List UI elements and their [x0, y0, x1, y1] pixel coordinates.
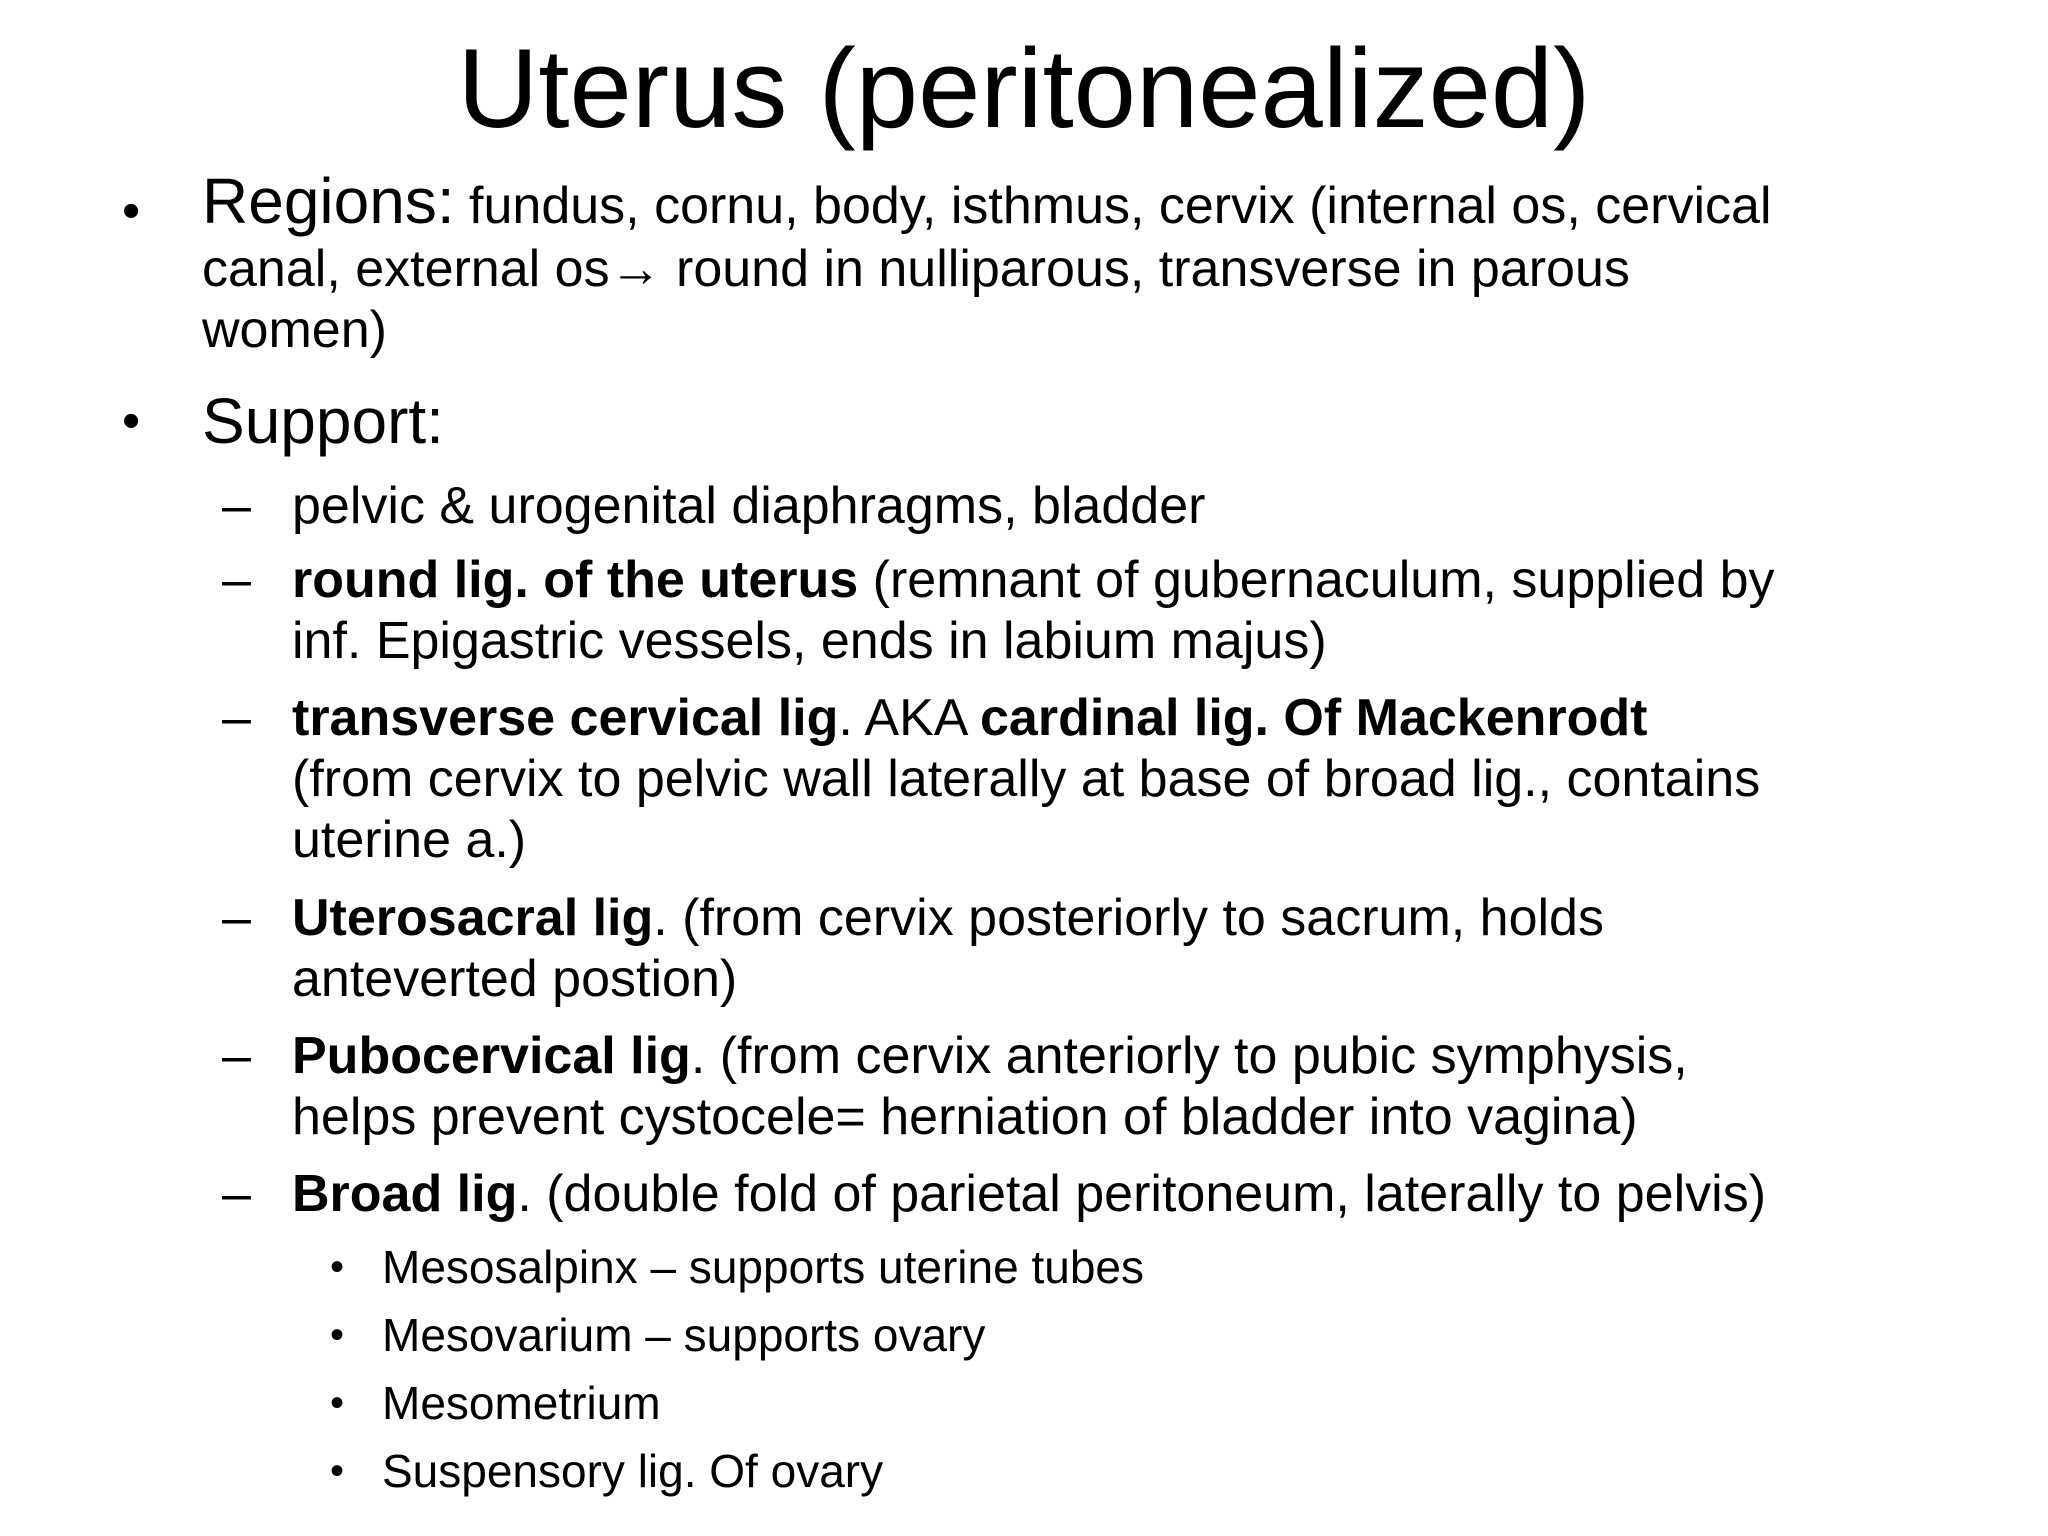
support-label: Support:	[202, 385, 444, 457]
bold-term: round lig. of the uterus	[292, 551, 859, 609]
support-item	[292, 476, 1992, 537]
support-item-line	[292, 476, 1992, 537]
support-item-line	[292, 888, 1992, 949]
support-item	[292, 688, 1992, 871]
dash-marker: –	[222, 1027, 251, 1085]
support-item-line	[292, 550, 1992, 611]
text-run: anteverted postion)	[292, 950, 738, 1008]
support-item-line	[292, 810, 1992, 871]
sub-bullet-marker: •	[330, 1245, 345, 1289]
support-item-line	[292, 611, 1992, 672]
bold-term: Uterosacral lig	[292, 889, 654, 947]
support-item-line	[292, 1026, 1992, 1087]
text-run: . (from cervix posteriorly to sacrum, holds	[653, 889, 1604, 947]
broad-sub-item: Suspensory lig. Of ovary	[382, 1445, 884, 1497]
text-run: inf. Epigastric vessels, ends in labium majus)	[292, 612, 1327, 670]
bullet-marker: •	[122, 392, 141, 450]
support-item	[292, 1164, 1992, 1225]
text-run: . (from cervix anteriorly to pubic symphysis,	[690, 1027, 1688, 1085]
sub-bullet-marker: •	[330, 1449, 345, 1493]
support-item	[292, 550, 1992, 672]
text-run: pelvic & urogenital diaphragms, bladder	[292, 477, 1206, 535]
text-run: (from cervix to pelvic wall laterally at base of broad lig., contains	[292, 750, 1761, 808]
support-item-line	[292, 1087, 1992, 1148]
bold-term: transverse cervical lig	[292, 689, 839, 747]
slide-title: Uterus (peritonealized)	[457, 26, 1591, 151]
regions-text-2b: round in nulliparous, transverse in parous	[661, 240, 1630, 298]
regions-label: Regions:	[202, 165, 455, 237]
regions-bullet	[202, 165, 1982, 361]
support-item	[292, 1026, 1992, 1148]
text-run: (remnant of gubernaculum, supplied by	[858, 551, 1775, 609]
dash-marker: –	[222, 477, 251, 535]
broad-sub-item: Mesometrium	[382, 1377, 661, 1429]
dash-marker: –	[222, 889, 251, 947]
sub-bullet-marker: •	[330, 1381, 345, 1425]
regions-text-1: fundus, cornu, body, isthmus, cervix (internal os, cervical	[454, 177, 1772, 235]
support-item-line	[292, 749, 1992, 810]
bold-term: Pubocervical lig	[292, 1027, 691, 1085]
dash-marker: –	[222, 689, 251, 747]
text-run: helps prevent cystocele= herniation of bladder into vagina)	[292, 1088, 1638, 1146]
dash-marker: –	[222, 1165, 251, 1223]
regions-line-1	[202, 165, 1982, 239]
support-item-line	[292, 949, 1992, 1010]
bold-term: Broad lig	[292, 1165, 518, 1223]
broad-sub-item: Mesosalpinx – supports uterine tubes	[382, 1241, 1144, 1293]
sub-bullet-marker: •	[330, 1313, 345, 1357]
arrow-icon: →	[609, 240, 662, 298]
bullet-marker: •	[122, 182, 141, 240]
support-item-line	[292, 688, 1992, 749]
support-item	[292, 888, 1992, 1010]
dash-marker: –	[222, 551, 251, 609]
broad-sub-item: Mesovarium – supports ovary	[382, 1309, 986, 1361]
support-item-line	[292, 1164, 1992, 1225]
text-run: uterine a.)	[292, 811, 527, 869]
bold-term: cardinal lig. Of Mackenrodt	[980, 689, 1648, 747]
text-run: . AKA	[838, 689, 981, 747]
text-run: . (double fold of parietal peritoneum, laterally to pelvis)	[517, 1165, 1767, 1223]
regions-line-2	[202, 239, 1982, 300]
regions-text-2: canal, external os	[202, 240, 610, 298]
regions-line-3: women)	[202, 301, 387, 359]
